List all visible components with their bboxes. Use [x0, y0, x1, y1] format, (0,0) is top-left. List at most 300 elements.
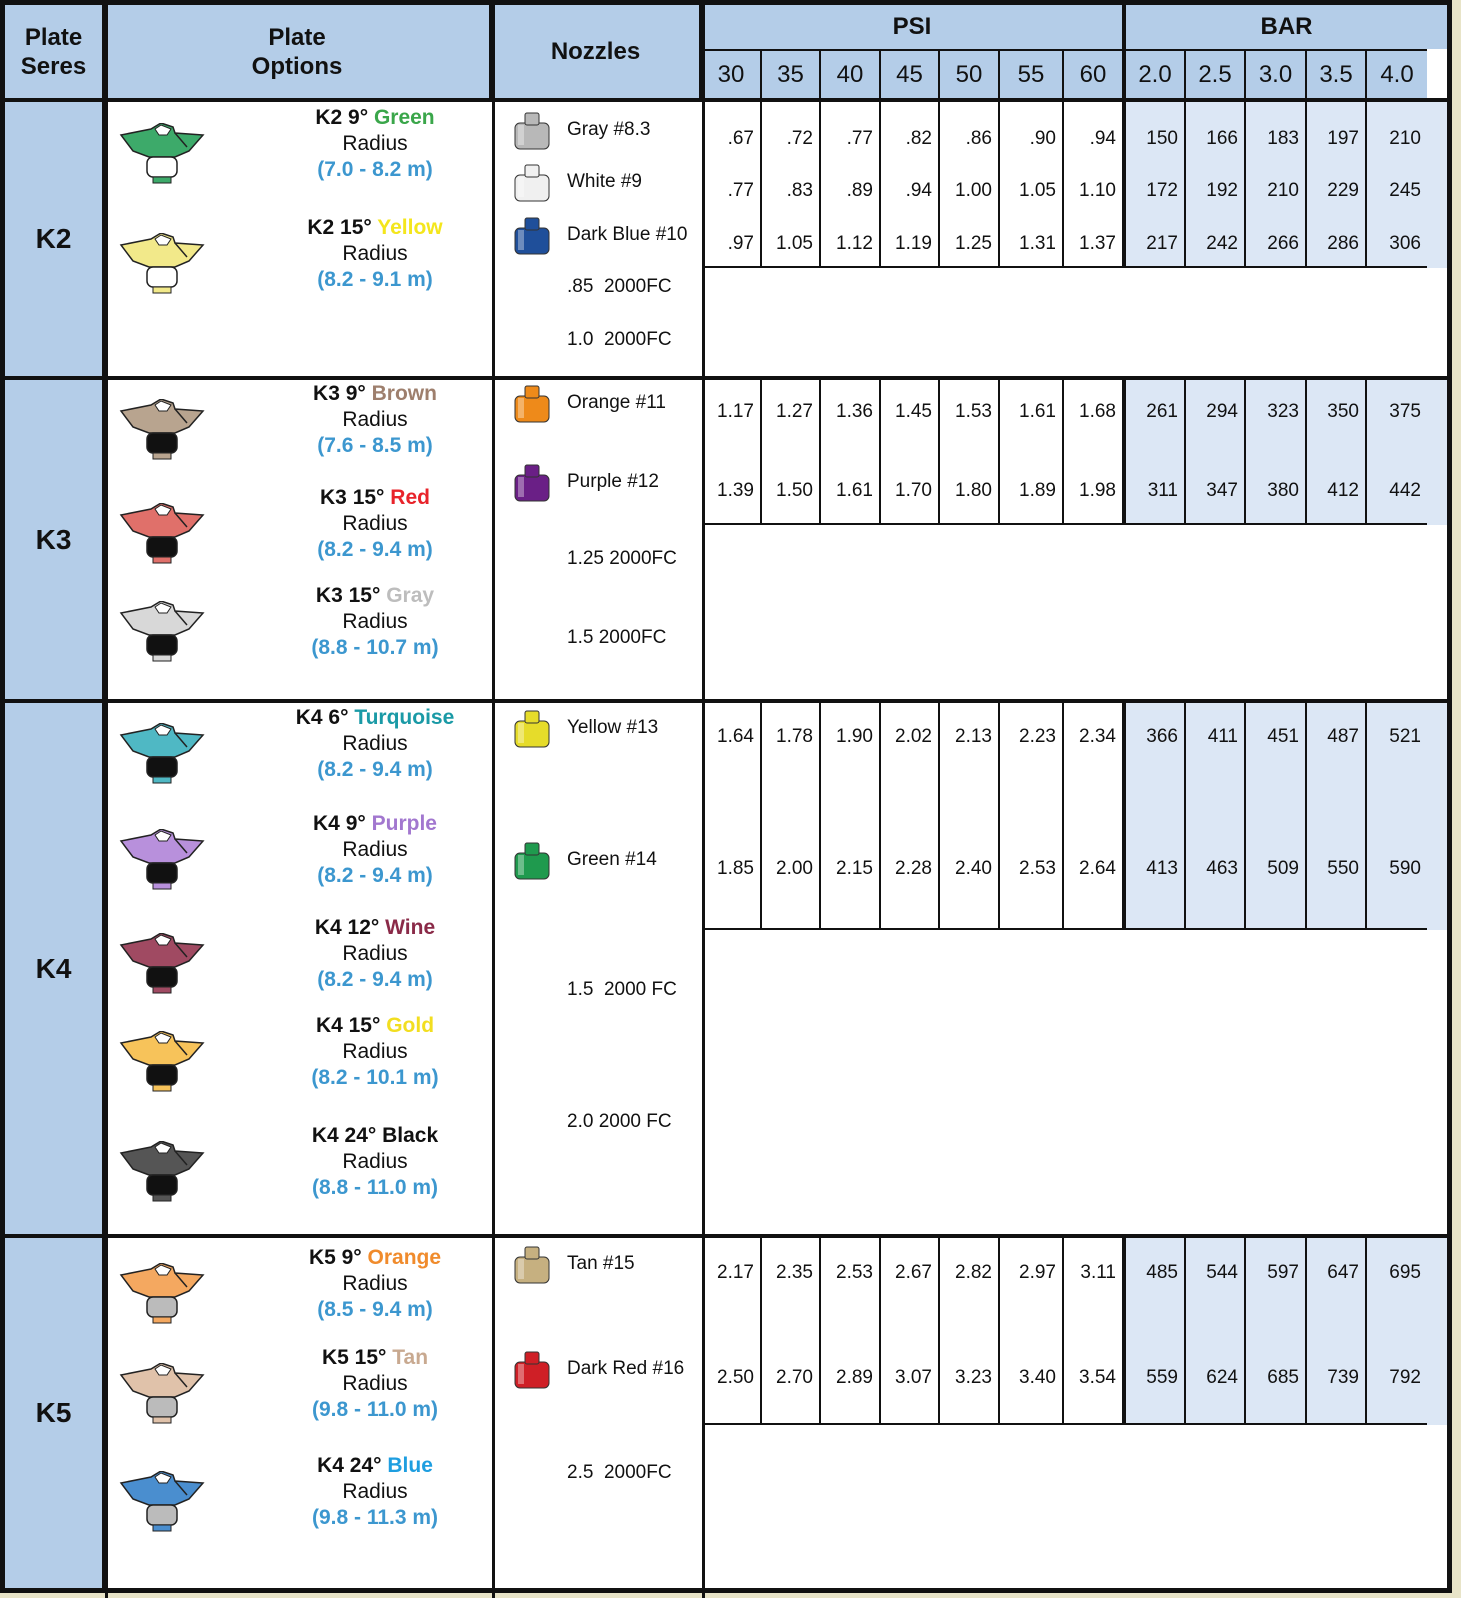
- psi-cell: [1064, 446, 1126, 525]
- plate-size: K4 24°: [317, 1454, 388, 1477]
- bar-cell: [1367, 212, 1427, 268]
- plate-size: K4 15°: [315, 1014, 387, 1037]
- nozzle-dark-red-16: [512, 1358, 702, 1388]
- psi-cell: [940, 1320, 1000, 1425]
- wine-plate-icon: [115, 933, 211, 1007]
- bar-cell: [1246, 446, 1307, 525]
- header-bar-4.0: 4.0: [1367, 49, 1427, 98]
- psi-cell: [762, 703, 821, 797]
- psi-value: 2.53: [836, 1262, 873, 1283]
- header-psi-30: 30: [702, 49, 762, 98]
- plate-radius-range: (8.2 - 9.4 m): [317, 538, 433, 561]
- header-bar-2.5: 2.5: [1186, 49, 1246, 98]
- bar-cell: [1126, 159, 1186, 212]
- plate-color-word: Red: [390, 486, 430, 509]
- psi-value: 2.40: [955, 858, 992, 879]
- plate-option: [115, 1123, 495, 1223]
- plate-radius-range: (7.6 - 8.5 m): [317, 434, 433, 457]
- psi-value: 1.45: [895, 401, 932, 422]
- plate-name: [255, 215, 495, 241]
- bar-cell: [1246, 212, 1307, 268]
- plate-radius-label: Radius: [342, 1150, 408, 1173]
- blue-plate-icon: [115, 1471, 211, 1545]
- psi-value: 1.89: [1019, 480, 1056, 501]
- plate-radius-label: Radius: [342, 242, 408, 265]
- bar-cell: [1126, 102, 1186, 159]
- psi-value: 2.23: [1019, 726, 1056, 747]
- bar-cell: [1126, 446, 1186, 525]
- bar-value: 375: [1389, 401, 1421, 422]
- psi-value: 1.98: [1079, 480, 1116, 501]
- psi-value: 1.12: [836, 233, 873, 254]
- plate-name: [255, 1453, 495, 1479]
- header-psi-40: 40: [821, 49, 881, 98]
- psi-cell: [762, 797, 821, 930]
- psi-cell: [1000, 380, 1064, 446]
- plate-size: K3 15°: [320, 486, 391, 509]
- psi-cell: [1000, 703, 1064, 797]
- nozzle-2000fc-label: 1.5 2000FC: [567, 627, 667, 648]
- bar-value: 347: [1206, 480, 1238, 501]
- bar-value: 323: [1267, 401, 1299, 422]
- bar-cell: [1367, 380, 1427, 446]
- nozzle-yellow-13: [512, 717, 702, 747]
- green-nozzle-icon: [512, 839, 552, 883]
- bar-value: 521: [1389, 726, 1421, 747]
- header-nozzles: Nozzles: [492, 5, 702, 98]
- bar-value: 792: [1389, 1367, 1421, 1388]
- psi-value: 1.50: [776, 480, 813, 501]
- bar-cell: [1307, 703, 1367, 797]
- nozzle-label: Orange #11: [567, 392, 666, 413]
- psi-value: 2.02: [895, 726, 932, 747]
- bar-cell: [1186, 797, 1246, 930]
- psi-value: 2.70: [776, 1367, 813, 1388]
- nozzle-2000fc-label: 2.5 2000FC: [567, 1462, 672, 1483]
- yellow-plate-icon: [115, 233, 211, 307]
- bar-cell: [1367, 159, 1427, 212]
- bar-value: 463: [1206, 858, 1238, 879]
- nozzle-label: White #9: [567, 171, 642, 192]
- psi-cell: [940, 380, 1000, 446]
- header-psi-50: 50: [940, 49, 1000, 98]
- bar-cell: [1246, 380, 1307, 446]
- psi-value: 1.36: [836, 401, 873, 422]
- plate-size: K4 9°: [313, 812, 372, 835]
- plate-size: K5 15°: [321, 1346, 393, 1369]
- purple-nozzle-icon: [512, 461, 552, 505]
- psi-cell: [702, 703, 762, 797]
- plate-radius-label: Radius: [342, 512, 408, 535]
- plate-color-word: Gold: [386, 1014, 435, 1037]
- psi-cell: [702, 1238, 762, 1320]
- plate-radius-range: (8.2 - 9.4 m): [317, 864, 433, 887]
- plate-option: [115, 105, 495, 205]
- bar-cell: [1307, 1320, 1367, 1425]
- psi-cell: [1064, 1238, 1126, 1320]
- psi-cell: [881, 380, 940, 446]
- psi-value: 2.34: [1079, 726, 1116, 747]
- psi-value: 1.10: [1079, 180, 1116, 201]
- psi-value: 1.70: [895, 480, 932, 501]
- plate-radius-range: (7.0 - 8.2 m): [317, 158, 433, 181]
- psi-value: 2.50: [717, 1367, 754, 1388]
- plate-size: K3 15°: [315, 584, 387, 607]
- plate-radius-range: (8.2 - 9.1 m): [317, 268, 433, 291]
- plate-size: K4 24° Black: [311, 1124, 439, 1147]
- plate-color-word: Brown: [371, 382, 437, 405]
- nozzle-purple-12: [512, 471, 702, 501]
- psi-value: 1.27: [776, 401, 813, 422]
- psi-cell: [1064, 1320, 1126, 1425]
- plate-option: [115, 811, 495, 911]
- psi-cell: [1000, 102, 1064, 159]
- bar-value: 183: [1267, 128, 1299, 149]
- nozzle-label: Dark Red #16: [567, 1358, 685, 1379]
- bar-value: 286: [1327, 233, 1359, 254]
- nozzle-dark-blue-10: [512, 224, 702, 254]
- psi-value: 1.05: [1019, 180, 1056, 201]
- psi-value: 1.61: [836, 480, 873, 501]
- plate-option: [115, 915, 495, 1015]
- nozzle-label: Tan #15: [567, 1253, 635, 1274]
- bar-value: 624: [1206, 1367, 1238, 1388]
- psi-cell: [702, 446, 762, 525]
- series-k4: K4: [5, 703, 105, 1234]
- psi-cell: [881, 212, 940, 268]
- plate-option: [115, 1245, 495, 1345]
- plate-name: [255, 1123, 495, 1149]
- psi-value: 3.23: [955, 1367, 992, 1388]
- bar-cell: [1367, 102, 1427, 159]
- psi-cell: [821, 102, 881, 159]
- psi-cell: [1064, 159, 1126, 212]
- nozzle-gray-8-3: [512, 119, 702, 149]
- psi-cell: [940, 159, 1000, 212]
- nozzle-2000fc-label: 1.25 2000FC: [567, 548, 677, 569]
- plate-option-text: [255, 1453, 495, 1531]
- red-plate-icon: [115, 503, 211, 577]
- plate-size: K5 9°: [308, 1246, 368, 1269]
- bar-cell: [1307, 1238, 1367, 1320]
- white-nozzle-icon: [512, 161, 552, 205]
- plate-color-word: Purple: [371, 812, 437, 835]
- psi-cell: [1064, 212, 1126, 268]
- psi-cell: [821, 703, 881, 797]
- psi-value: 1.80: [955, 480, 992, 501]
- dark-red-nozzle-icon: [512, 1348, 552, 1392]
- psi-value: .67: [727, 128, 754, 149]
- yellow-nozzle-icon: [512, 707, 552, 751]
- bar-value: 210: [1267, 180, 1299, 201]
- plate-radius-range: (9.8 - 11.3 m): [311, 1506, 439, 1529]
- plate-radius-range: (8.8 - 11.0 m): [311, 1176, 439, 1199]
- plate-option-text: [255, 215, 495, 293]
- psi-value: 2.82: [955, 1262, 992, 1283]
- plate-name: [255, 705, 495, 731]
- bar-value: 647: [1327, 1262, 1359, 1283]
- plate-radius-label: Radius: [342, 1040, 408, 1063]
- psi-cell: [821, 212, 881, 268]
- psi-cell: [881, 797, 940, 930]
- dark-blue-nozzle-icon: [512, 214, 552, 258]
- purple-plate-icon: [115, 829, 211, 903]
- plate-radius-range: (8.2 - 9.4 m): [317, 968, 433, 991]
- psi-value: .72: [786, 128, 813, 149]
- psi-cell: [702, 159, 762, 212]
- psi-value: 1.64: [717, 726, 754, 747]
- plate-color-word: Blue: [387, 1454, 433, 1477]
- plate-size: K4 6°: [295, 706, 355, 729]
- psi-value: 1.05: [776, 233, 813, 254]
- series-k2: K2: [5, 102, 105, 376]
- plate-option: [115, 1345, 495, 1445]
- psi-value: 2.00: [776, 858, 813, 879]
- bar-cell: [1186, 159, 1246, 212]
- bar-cell: [1367, 797, 1427, 930]
- plate-color-word: Wine: [385, 916, 436, 939]
- psi-value: 1.68: [1079, 401, 1116, 422]
- bar-cell: [1126, 212, 1186, 268]
- psi-value: 1.53: [955, 401, 992, 422]
- nozzle-2000fc-label: .85 2000FC: [567, 276, 672, 297]
- bar-value: 242: [1206, 233, 1238, 254]
- bar-value: 442: [1389, 480, 1421, 501]
- bar-cell: [1186, 212, 1246, 268]
- psi-value: 3.07: [895, 1367, 932, 1388]
- bar-cell: [1307, 380, 1367, 446]
- psi-value: .94: [1089, 128, 1116, 149]
- bar-cell: [1186, 1320, 1246, 1425]
- plate-option-text: [255, 1123, 495, 1201]
- psi-value: 1.31: [1019, 233, 1056, 254]
- psi-cell: [702, 212, 762, 268]
- plate-radius-range: (8.2 - 10.1 m): [311, 1066, 439, 1089]
- plate-size: K2 15°: [307, 216, 378, 239]
- psi-value: 2.97: [1019, 1262, 1056, 1283]
- bar-value: 366: [1146, 726, 1178, 747]
- bar-value: 487: [1327, 726, 1359, 747]
- plate-color-word: Tan: [392, 1346, 429, 1369]
- psi-cell: [881, 102, 940, 159]
- bar-cell: [1246, 102, 1307, 159]
- psi-cell: [1000, 446, 1064, 525]
- psi-value: 3.11: [1080, 1262, 1116, 1283]
- psi-value: 2.53: [1019, 858, 1056, 879]
- bar-value: 229: [1327, 180, 1359, 201]
- psi-cell: [1064, 102, 1126, 159]
- plate-option-text: [255, 1345, 495, 1423]
- psi-value: 2.89: [836, 1367, 873, 1388]
- plate-color-word: Gray: [386, 584, 435, 607]
- psi-cell: [762, 1238, 821, 1320]
- bar-value: 550: [1327, 858, 1359, 879]
- bar-cell: [1367, 703, 1427, 797]
- orange-plate-icon: [115, 1263, 211, 1337]
- nozzle-2000fc-label: 1.0 2000FC: [567, 329, 672, 350]
- psi-value: 2.67: [895, 1262, 932, 1283]
- nozzle-label: Purple #12: [567, 471, 659, 492]
- nozzle-orange-11: [512, 392, 702, 422]
- psi-value: 1.85: [717, 858, 754, 879]
- psi-value: 2.64: [1079, 858, 1116, 879]
- bar-cell: [1307, 159, 1367, 212]
- plate-color-word: Turquoise: [354, 706, 455, 729]
- psi-value: .94: [905, 180, 932, 201]
- bar-value: 412: [1327, 480, 1359, 501]
- bar-cell: [1246, 1320, 1307, 1425]
- plate-radius-label: Radius: [342, 408, 408, 431]
- psi-cell: [702, 797, 762, 930]
- psi-cell: [762, 446, 821, 525]
- psi-value: .97: [727, 233, 754, 254]
- header-plate-series-line: Plate: [24, 23, 83, 51]
- nozzle-white-9: [512, 171, 702, 201]
- bar-cell: [1186, 446, 1246, 525]
- psi-value: 3.40: [1019, 1367, 1056, 1388]
- psi-value: 1.78: [776, 726, 813, 747]
- header-bar-2.0: 2.0: [1126, 49, 1186, 98]
- psi-value: 1.61: [1019, 401, 1056, 422]
- bar-cell: [1246, 1238, 1307, 1320]
- bar-value: 150: [1146, 128, 1178, 149]
- plate-option: [115, 1453, 495, 1553]
- plate-option-text: [255, 705, 495, 783]
- plate-radius-label: Radius: [342, 942, 408, 965]
- gray-plate-icon: [115, 601, 211, 675]
- plate-name: [255, 105, 495, 131]
- tan-nozzle-icon: [512, 1243, 552, 1287]
- bar-value: 210: [1389, 128, 1421, 149]
- plate-option-text: [255, 485, 495, 563]
- plate-radius-label: Radius: [342, 132, 408, 155]
- psi-cell: [702, 102, 762, 159]
- psi-value: 1.37: [1079, 233, 1116, 254]
- bar-value: 559: [1146, 1367, 1178, 1388]
- plate-radius-label: Radius: [342, 1272, 408, 1295]
- psi-cell: [702, 380, 762, 446]
- psi-cell: [881, 703, 940, 797]
- psi-cell: [821, 797, 881, 930]
- psi-cell: [821, 446, 881, 525]
- psi-cell: [762, 159, 821, 212]
- bar-value: 739: [1327, 1367, 1359, 1388]
- bar-cell: [1126, 1238, 1186, 1320]
- header-psi-55: 55: [1000, 49, 1064, 98]
- series-k5: K5: [5, 1238, 105, 1588]
- plate-radius-range: (8.8 - 10.7 m): [311, 636, 439, 659]
- bar-value: 685: [1267, 1367, 1299, 1388]
- bar-value: 166: [1206, 128, 1238, 149]
- plate-radius-range: (9.8 - 11.0 m): [311, 1398, 439, 1421]
- psi-cell: [940, 212, 1000, 268]
- plate-radius-label: Radius: [342, 610, 408, 633]
- bar-cell: [1186, 1238, 1246, 1320]
- plate-option-text: [255, 915, 495, 993]
- plate-radius-range: (8.2 - 9.4 m): [317, 758, 433, 781]
- plate-option-text: [255, 381, 495, 459]
- plate-name: [255, 583, 495, 609]
- psi-value: 1.39: [717, 480, 754, 501]
- bar-value: 597: [1267, 1262, 1299, 1283]
- psi-cell: [940, 1238, 1000, 1320]
- plate-option-text: [255, 1013, 495, 1091]
- nozzle-label: Green #14: [567, 849, 657, 870]
- bar-cell: [1367, 1238, 1427, 1320]
- bar-value: 451: [1267, 726, 1299, 747]
- psi-cell: [1064, 703, 1126, 797]
- bar-cell: [1126, 797, 1186, 930]
- plate-color-word: Green: [373, 106, 435, 129]
- psi-cell: [762, 212, 821, 268]
- plate-option: [115, 215, 495, 315]
- plate-color-word: Yellow: [377, 216, 443, 239]
- bar-value: 485: [1146, 1262, 1178, 1283]
- plate-name: [255, 1345, 495, 1371]
- psi-value: 2.13: [955, 726, 992, 747]
- bar-value: 172: [1146, 180, 1178, 201]
- psi-value: 2.35: [776, 1262, 813, 1283]
- tan-plate-icon: [115, 1363, 211, 1437]
- bar-cell: [1367, 446, 1427, 525]
- psi-cell: [762, 102, 821, 159]
- psi-cell: [881, 1238, 940, 1320]
- header-bar: BAR: [1126, 5, 1447, 49]
- bar-value: 197: [1327, 128, 1359, 149]
- nozzle-2000fc-label: 2.0 2000 FC: [567, 1111, 672, 1132]
- nozzle-label: Gray #8.3: [567, 119, 651, 140]
- plate-name: [255, 1013, 495, 1039]
- bar-cell: [1186, 703, 1246, 797]
- gold-plate-icon: [115, 1031, 211, 1105]
- psi-value: 1.90: [836, 726, 873, 747]
- bar-cell: [1246, 159, 1307, 212]
- bar-value: 350: [1327, 401, 1359, 422]
- column-divider: [702, 5, 705, 1598]
- header-psi-45: 45: [881, 49, 940, 98]
- psi-cell: [821, 380, 881, 446]
- psi-cell: [1000, 797, 1064, 930]
- bar-cell: [1186, 102, 1246, 159]
- plate-option: [115, 583, 495, 683]
- plate-option-text: [255, 1245, 495, 1323]
- plate-option: [115, 485, 495, 585]
- bar-cell: [1126, 380, 1186, 446]
- series-k3: K3: [5, 380, 105, 699]
- psi-cell: [881, 446, 940, 525]
- psi-value: 2.28: [895, 858, 932, 879]
- plate-option-text: [255, 105, 495, 183]
- psi-value: .77: [846, 128, 873, 149]
- bar-cell: [1367, 1320, 1427, 1425]
- psi-cell: [881, 1320, 940, 1425]
- bar-value: 413: [1146, 858, 1178, 879]
- plate-name: [255, 811, 495, 837]
- column-divider: [105, 5, 108, 1598]
- header-plate-options-line: Plate: [268, 23, 326, 51]
- bar-cell: [1307, 212, 1367, 268]
- gray-nozzle-icon: [512, 109, 552, 153]
- psi-cell: [1000, 159, 1064, 212]
- black-plate-icon: [115, 1141, 211, 1215]
- psi-value: 1.19: [895, 233, 932, 254]
- psi-value: .90: [1029, 128, 1056, 149]
- header-plate-options: [105, 5, 492, 98]
- brown-plate-icon: [115, 399, 211, 473]
- psi-cell: [881, 159, 940, 212]
- psi-cell: [702, 1320, 762, 1425]
- plate-name: [255, 1245, 495, 1271]
